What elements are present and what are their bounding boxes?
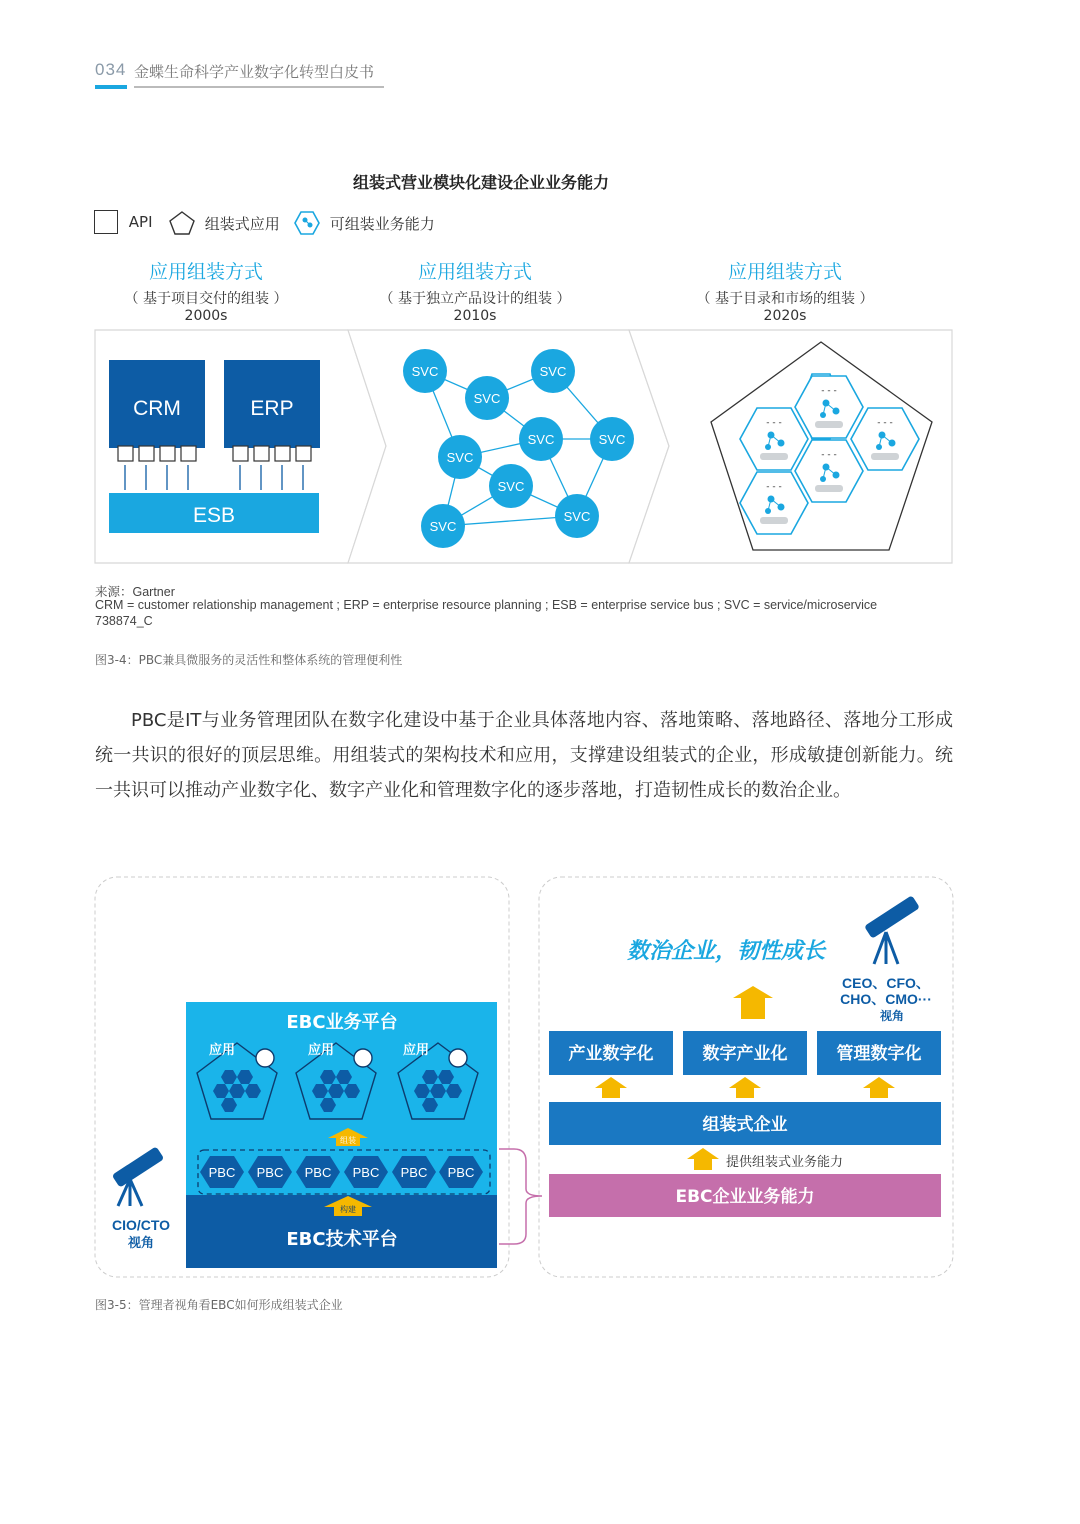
legend-assembled-app: [168, 210, 280, 236]
legend-api: [94, 210, 153, 234]
build-label: 构建: [340, 1205, 356, 1214]
ebc-business-platform-label: EBC业务平台: [286, 1012, 398, 1033]
svg-text:PBC: PBC: [304, 1165, 332, 1180]
svg-text:- - -: - - -: [877, 418, 893, 428]
svg-text:应用: 应用: [403, 1043, 430, 1058]
header-accent-line: [95, 85, 127, 89]
ebc-capability-label: EBC企业业务能力: [675, 1187, 815, 1207]
provide-label: 提供组装式业务能力: [726, 1155, 844, 1170]
box-label: 数字产业化: [702, 1044, 788, 1064]
svg-text:- - -: - - -: [821, 450, 837, 460]
figure1-source: 来源：Gartner: [95, 585, 175, 599]
crm-label: CRM: [133, 397, 181, 420]
cio-view-label: CIO/CTO: [111, 1217, 171, 1233]
legend-business-capability: [293, 210, 435, 236]
svg-text:SVC: SVC: [497, 479, 525, 494]
svg-text:SVC: SVC: [429, 519, 457, 534]
ebc-assembled-enterprise-diagram: [94, 876, 956, 1282]
svg-text:PBC: PBC: [352, 1165, 380, 1180]
column-heading-2020s: [665, 257, 905, 324]
legend-app-label: 组装式应用: [204, 214, 280, 233]
assemble-label: 组装: [340, 1136, 356, 1145]
heading-year: 2020s: [763, 308, 807, 324]
svg-text:PBC: PBC: [400, 1165, 428, 1180]
svg-text:PBC: PBC: [447, 1165, 475, 1180]
figure2-caption: 图3-5：管理者视角看EBC如何形成组装式企业: [95, 1298, 343, 1312]
esb-label: ESB: [192, 504, 236, 527]
svg-text:SVC: SVC: [411, 364, 439, 379]
legend-capability-label: 可组装业务能力: [329, 214, 435, 233]
svg-text:SVC: SVC: [563, 509, 591, 524]
heading-sub: （ 基于目录和市场的组装 ）: [696, 291, 874, 307]
erp-label: ERP: [250, 397, 294, 420]
header-rule: [134, 86, 384, 88]
figure1-caption: 图3-4：PBC兼具微服务的灵活性和整体系统的管理便利性: [95, 653, 403, 667]
svg-text:SVC: SVC: [446, 450, 474, 465]
assembled-enterprise-label: 组装式企业: [702, 1115, 788, 1135]
svg-text:PBC: PBC: [256, 1165, 284, 1180]
heading-sub: （ 基于独立产品设计的组装 ）: [379, 291, 571, 307]
assembly-evolution-diagram: [94, 329, 954, 565]
ceo-view-label-3: 视角: [879, 1009, 905, 1023]
svg-text:SVC: SVC: [539, 364, 567, 379]
svg-text:SVC: SVC: [527, 432, 555, 447]
heading-text: 应用组装方式: [417, 261, 532, 283]
heading-sub: （ 基于项目交付的组装 ）: [124, 291, 288, 307]
figure1-id: 738874_C: [95, 614, 153, 628]
svg-text:- - -: - - -: [766, 482, 782, 492]
svg-text:PBC: PBC: [208, 1165, 236, 1180]
box-label: 管理数字化: [836, 1044, 922, 1064]
svg-text:- - -: - - -: [821, 386, 837, 396]
body-paragraph: PBC是IT与业务管理团队在数字化建设中基于企业具体落地内容、落地策略、落地路径、落地分工形成统一共识的很好的顶层思维。用组装式的架构技术和应用，支撑建设组装式的企业，形成敏捷创新能力。统一共识可以推动产业数字化、数字产业化和管理数字化的逐步落地，打造韧性成长的数治企业。: [95, 710, 953, 801]
capability-hexagon-icon: [293, 210, 321, 236]
heading-text: 应用组装方式: [148, 261, 263, 283]
ebc-tech-platform-label: EBC技术平台: [286, 1229, 398, 1250]
cio-view-label-2: 视角: [127, 1236, 155, 1251]
book-title: 金蝶生命科学产业数字化转型白皮书: [134, 63, 375, 81]
column-heading-2010s: [355, 257, 595, 324]
column-heading-2000s: [86, 257, 326, 324]
svg-text:- - -: - - -: [766, 418, 782, 428]
ceo-view-label-1: CEO、CFO、: [842, 975, 930, 991]
svg-text:SVC: SVC: [598, 432, 626, 447]
api-square-icon: [94, 210, 118, 234]
figure1-title: 组装式营业模块化建设企业业务能力: [352, 173, 609, 192]
box-label: 产业数字化: [568, 1044, 654, 1064]
figure1-abbreviations: CRM = customer relationship management ; ERP = enterprise resource planning ; ESB = enterprise service bus ; SVC = service/microservice: [95, 598, 878, 612]
pentagon-icon: [168, 210, 196, 236]
svg-text:SVC: SVC: [473, 391, 501, 406]
slogan: 数治企业，韧性成长: [627, 939, 826, 964]
legend-api-label: API: [128, 213, 153, 231]
page-number: 034: [95, 60, 127, 79]
svg-text:应用: 应用: [308, 1043, 335, 1058]
heading-year: 2010s: [453, 308, 497, 324]
heading-text: 应用组装方式: [727, 261, 842, 283]
ceo-view-label-2: CHO、CMO···: [840, 991, 932, 1007]
heading-year: 2000s: [184, 308, 228, 324]
svg-text:应用: 应用: [209, 1043, 236, 1058]
